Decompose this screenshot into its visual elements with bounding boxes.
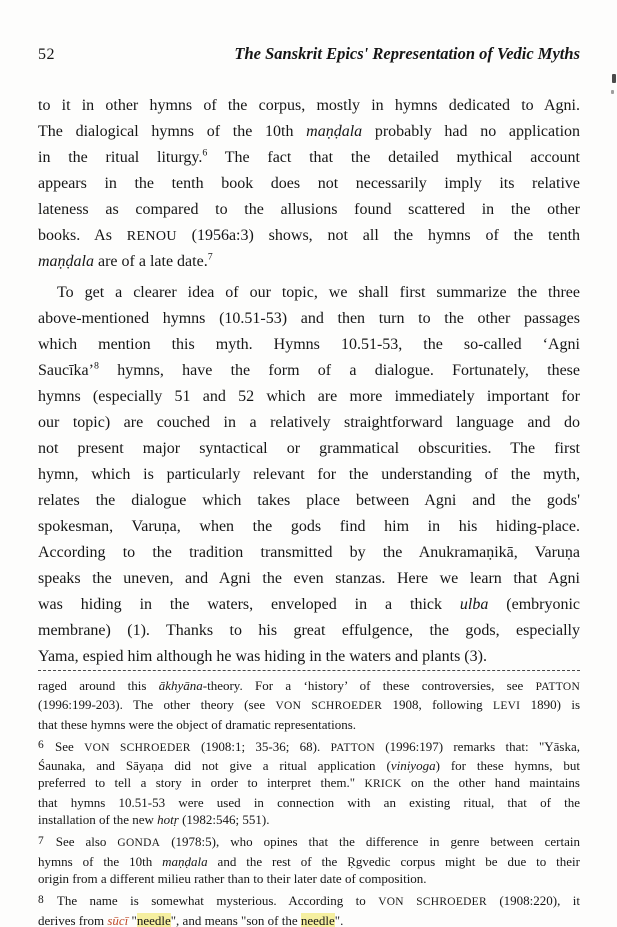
footnote — [38, 833, 580, 887]
text-line: hymns of the 10th maṇḍala and the rest of the Ṛgvedic corpus might be due to their — [38, 853, 580, 869]
paragraph — [38, 280, 580, 670]
text-line: books. As RENOU (1956a:3) shows, not all the hymns of the tenth — [38, 227, 581, 244]
text-line: maṇḍala are of a late date.$^7$ — [38, 251, 213, 270]
text-line: was hiding in the waters, enveloped in a thick ulba (embryonic — [38, 596, 581, 613]
text-line: Śaunaka, and Sāyaṇa did not give a ritual application (viniyoga) for these hymns, but — [38, 758, 581, 774]
italic-term: hotṛ — [157, 812, 179, 828]
footnotes-section — [38, 677, 580, 927]
term-highlighted: needle — [136, 912, 171, 927]
author-name: LEVI — [493, 700, 521, 713]
text-line: (1996:199-203). The other theory (see VON SCHROEDER 1908, following LEVI 1890) is — [38, 697, 580, 713]
text-line: that these hymns were the object of dramatic representations. — [38, 716, 357, 732]
italic-term: maṇḍala — [38, 253, 94, 270]
text-line: hymn, which is particularly relevant for the understanding of the myth, — [38, 466, 580, 483]
italic-term: viniyoga — [390, 758, 436, 774]
text-line: $^6$ See VON SCHROEDER (1908:1; 35-36; 68). PATTON (1996:197) remarks that: "Yāska, — [38, 738, 580, 754]
scan-artifact — [612, 74, 616, 83]
text-line: membrane) (1). Thanks to his great effulgence, the gods, especially — [38, 622, 580, 639]
footnote-separator — [38, 670, 580, 671]
text-line: $^7$ See also GONDA (1978:5), who opines that the difference in genre between certain — [38, 834, 580, 850]
text-line: Yama, espied him although he was hiding in the waters and plants (3). — [38, 648, 487, 665]
text-line: appears in the tenth book does not necessarily imply its relative — [38, 175, 580, 192]
text-line: According to the tradition transmitted by the Anukramaṇikā, Varuṇa — [38, 544, 580, 561]
footnote-number: 8 — [93, 360, 99, 372]
author-name: VON SCHROEDER — [275, 700, 383, 713]
text-line: origin from a different milieu rather than to their later date of composition. — [38, 870, 427, 886]
text-line: $^8$ The name is somewhat mysterious. According to VON SCHROEDER (1908:220), it — [38, 893, 580, 909]
text-line: in the ritual liturgy.$^6$ The fact that the detailed mythical account — [38, 147, 581, 166]
italic-term: ākhyāna — [158, 678, 203, 693]
page-header — [38, 44, 580, 64]
text-line: The dialogical hymns of the 10th maṇḍala probably had no application — [38, 123, 581, 140]
footnote — [38, 677, 580, 733]
footnote — [38, 892, 580, 927]
author-name: VON SCHROEDER — [84, 741, 191, 754]
term-highlighted: needle — [300, 912, 335, 927]
text-line: speaks the uneven, and Agni the even stanzas. Here we learn that Agni — [38, 570, 580, 587]
footnote-number: 6 — [202, 147, 208, 159]
running-title: The Sanskrit Epics' Representation of Vedic Myths — [234, 44, 580, 63]
paragraph — [38, 93, 580, 275]
italic-term: maṇḍala — [306, 123, 363, 140]
author-name: RENOU — [126, 228, 177, 244]
italic-term: ulba — [459, 596, 489, 613]
author-name: VON SCHROEDER — [378, 896, 487, 909]
body-text — [38, 93, 580, 670]
text-line: derives from sūcī "needle", and means "son of the needle". — [38, 912, 344, 927]
text-line: not present major syntactical or grammatical obscurities. The first — [38, 440, 580, 457]
term-red — [107, 913, 128, 927]
author-name: PATTON — [535, 681, 580, 693]
footnote-number: 6 — [38, 739, 44, 752]
footnote-number: 7 — [38, 834, 44, 847]
italic-term: sūcī — [107, 912, 129, 927]
text-line: above-mentioned hymns (10.51-53) and then turn to the other passages — [38, 310, 580, 327]
text-line: spokesman, Varuṇa, when the gods find him in his hiding-place. — [38, 518, 580, 535]
page-number: 52 — [38, 46, 55, 63]
text-line: to it in other hymns of the corpus, mostly in hymns dedicated to Agni. — [38, 97, 580, 114]
text-line: preferred to tell a story in order to interpret them." KRICK on the other hand maintains — [38, 775, 580, 791]
text-line: installation of the new hotṛ (1982:546; 551). — [38, 812, 270, 828]
footnote — [38, 738, 580, 828]
text-line: To get a clearer idea of our topic, we shall first summarize the three — [57, 284, 580, 301]
text-line: our topic) are couched in a relatively straightforward language and do — [38, 414, 580, 431]
text-line: that hymns 10.51-53 were used in connection with an existing ritual, that of the — [38, 794, 580, 810]
text-line: which mention this myth. Hymns 10.51-53, the so-called ‘Agni — [38, 336, 580, 353]
author-name: KRICK — [364, 778, 402, 791]
text-line: raged around this ākhyāna-theory. For a ‘history’ of these controversies, see PATTON — [38, 678, 580, 693]
text-line: lateness as compared to the allusions found scattered in the other — [38, 201, 580, 218]
author-name: PATTON — [330, 741, 375, 754]
footnote-number: 7 — [207, 251, 213, 263]
text-line: hymns (especially 51 and 52 which are more immediately important for — [38, 388, 580, 405]
text-line: Saucīka’$^8$ hymns, have the form of a dialogue. Fortunately, these — [38, 360, 580, 379]
italic-term: maṇḍala — [162, 853, 208, 869]
text-line: relates the dialogue which takes place between Agni and the gods' — [38, 492, 580, 509]
author-name: GONDA — [117, 837, 161, 850]
scan-artifact — [611, 90, 614, 94]
footnote-number: 8 — [38, 893, 44, 906]
